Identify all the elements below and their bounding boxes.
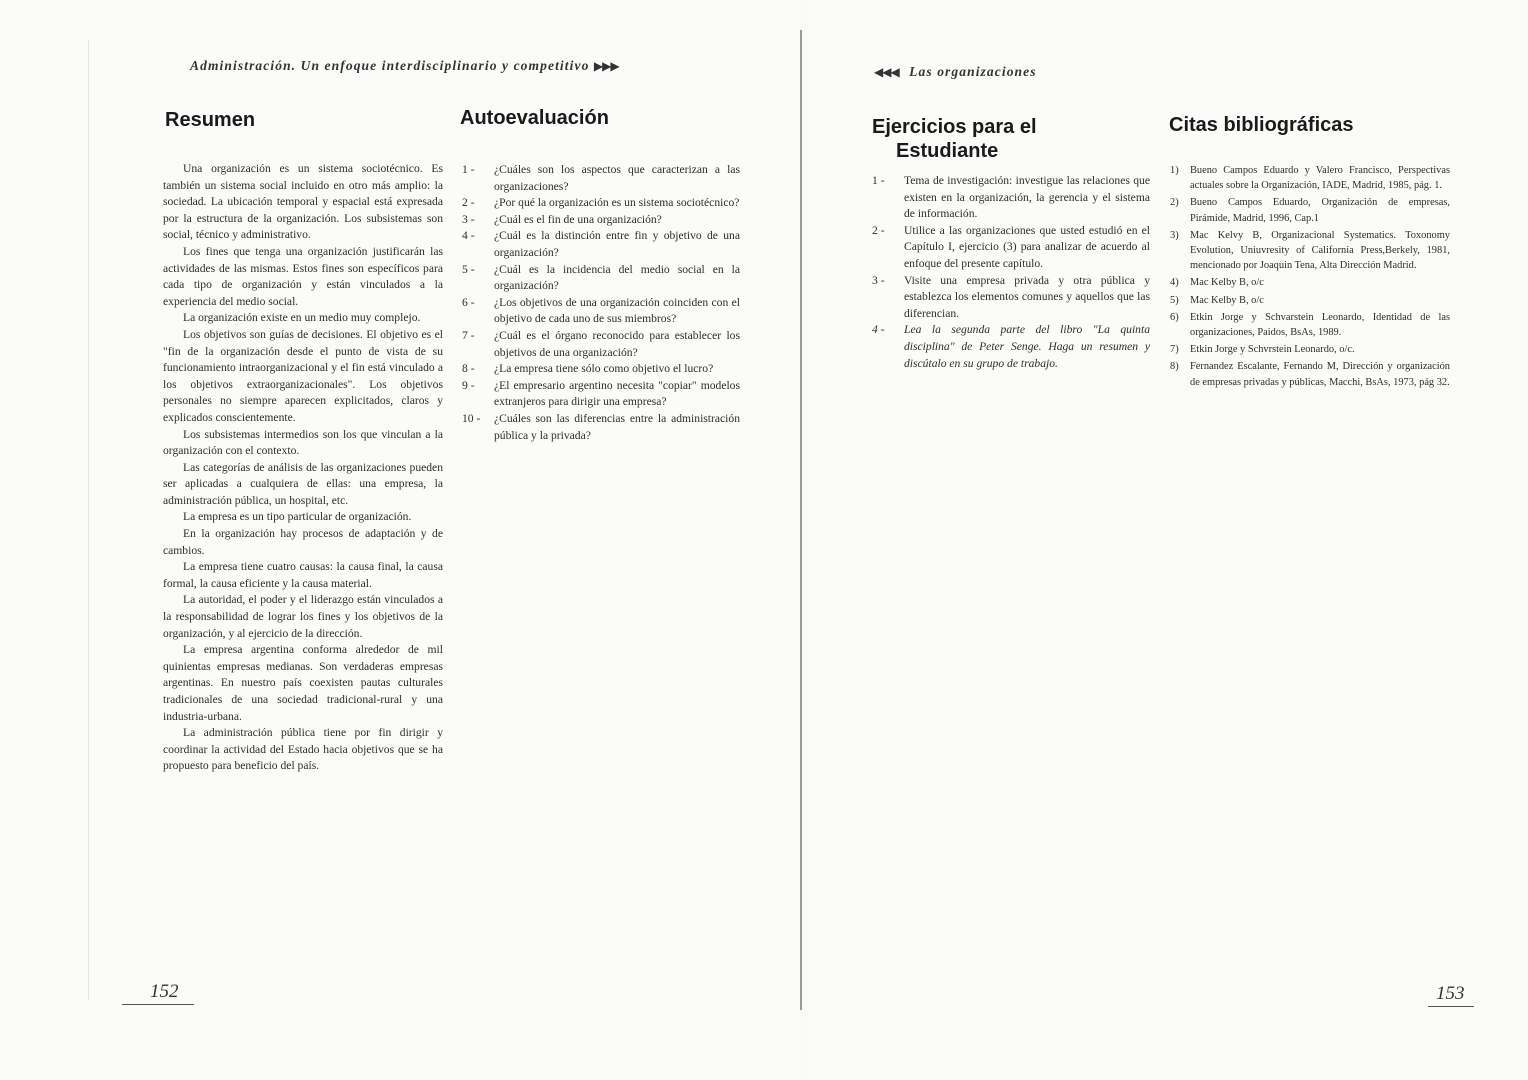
resumen-paragraph: Una organización es un sistema sociotécnico. Es también un sistema social incluido en otro más amplio: la sociedad. La ubicación temporal y espacial está expresada por la estructura de la organización. Los subsistemas son social, técnico y administrativo.	[163, 162, 443, 242]
exercise-item	[872, 223, 1150, 273]
exercise-item-text: Utilice a las organizaciones que usted estudió en el Capítulo I, ejercicio (3) para analizar de acuerdo al enfoque del presente capítulo.	[904, 223, 1150, 270]
citation-item-number: 3)	[1170, 229, 1179, 241]
resumen-paragraph: Los objetivos son guías de decisiones. El objetivo es el "fin de la organización desde el punto de vista de su funcionamiento intraorganizacional y el fin está vinculado a los objetivos extraorganizacionales". Los objetivos personales no siempre aparecen explicitados, claros y explicados conscientemente.	[163, 327, 443, 424]
citation-item-text: Bueno Campos Eduardo, Organización de empresas, Pirámide, Madrid, 1996, Cap.1	[1190, 197, 1450, 224]
right-running-head-text: Las organizaciones	[909, 64, 1037, 79]
question-item-number: 3 -	[462, 212, 475, 226]
exercise-item	[872, 273, 1150, 323]
question-item-text: ¿La empresa tiene sólo como objetivo el lucro?	[494, 362, 714, 376]
question-item-text: ¿Cuál es el órgano reconocido para establecer los objetivos de una organización?	[494, 328, 740, 359]
exercise-item-number: 3 -	[872, 273, 885, 287]
question-item-number: 10 -	[462, 411, 481, 425]
question-item-text: ¿El empresario argentino necesita "copiar" modelos extranjeros para dirigir una empresa?	[494, 378, 740, 409]
resumen-paragraph: Las categorías de análisis de las organizaciones pueden ser aplicadas a cualquiera de ellas: una empresa, la administración pública, un hospital, etc.	[163, 460, 443, 507]
autoevaluacion-title: Autoevaluación	[460, 107, 609, 129]
citation-item-text: Mac Kelvy B, Organizacional Systematics. Toxonomy Evolution, Uniuvresity of California Press,Berkely, 1981, mencionado por Joaquin Tena, Alta Dirección Madrid.	[1190, 229, 1450, 272]
question-item	[462, 361, 740, 378]
resumen-paragraph: La autoridad, el poder y el liderazgo están vinculados a la responsabilidad de lograr los fines y los objetivos de la organización, y al ejercicio de la dirección.	[163, 593, 443, 640]
citation-item	[1170, 310, 1450, 340]
resumen-paragraph: La empresa es un tipo particular de organización.	[183, 510, 412, 524]
right-running-head	[874, 64, 1037, 80]
citation-item-number: 8)	[1170, 361, 1179, 373]
right-arrows-icon: ▶▶▶	[593, 59, 619, 73]
question-item	[462, 328, 740, 361]
ejercicios-title-line1: Ejercicios para el	[872, 116, 1037, 138]
citation-item-text: Fernandez Escalante, Fernando M, Dirección y organización de empresas privadas y públicas, Macchi, BsAs, 1973, pág 32.	[1190, 361, 1450, 388]
citation-item-number: 7)	[1170, 344, 1179, 356]
citation-item-number: 6)	[1170, 311, 1179, 323]
exercise-item-number: 2 -	[872, 223, 885, 237]
citas-list	[1170, 163, 1450, 392]
exercise-item-number: 4 -	[872, 323, 885, 337]
exercise-item-number: 1 -	[872, 174, 885, 187]
citation-item-number: 2)	[1170, 197, 1179, 209]
question-item-text: ¿Cuál es la incidencia del medio social en la organización?	[494, 262, 740, 293]
citation-item	[1170, 228, 1450, 274]
citation-item-number: 1)	[1170, 165, 1179, 176]
citation-item-text: Mac Kelby B, o/c	[1190, 294, 1264, 306]
resumen-paragraph: En la organización hay procesos de adaptación y de cambios.	[163, 527, 443, 557]
book-spine	[800, 30, 802, 1010]
exercise-item	[872, 322, 1150, 372]
left-arrows-icon: ◀◀◀	[874, 65, 899, 79]
ejercicios-title	[872, 115, 1037, 163]
citation-item-text: Bueno Campos Eduardo y Valero Francisco, Perspectivas actuales sobre la Organización, IADE, Madrid, 1985, pág. 1.	[1190, 165, 1450, 192]
citation-item-number: 4)	[1170, 277, 1179, 289]
resumen-paragraph: La administración pública tiene por fin dirigir y coordinar la actividad del Estado hacia objetivos que se ha propuesto para beneficio del país.	[163, 726, 443, 773]
page-number-left-rule	[122, 1004, 194, 1005]
question-item	[462, 295, 740, 328]
question-item-number: 8 -	[462, 362, 475, 376]
question-item-number: 7 -	[462, 328, 475, 342]
citas-title: Citas bibliográficas	[1169, 114, 1354, 136]
question-item-text: ¿Cuál es la distinción entre fin y objetivo de una organización?	[494, 229, 740, 259]
page-number-right: 153	[1436, 983, 1465, 1004]
question-item	[462, 228, 740, 261]
citation-item	[1170, 275, 1450, 290]
citation-item-text: Etkin Jorge y Schvarstein Leonardo, Identidad de las organizaciones, Paidos, BsAs, 1989.	[1190, 311, 1450, 339]
citation-item-number: 5)	[1170, 294, 1179, 306]
citation-item	[1170, 163, 1450, 193]
page-edge-mark	[88, 40, 89, 1000]
resumen-body	[163, 161, 443, 775]
citation-item	[1170, 195, 1450, 225]
exercise-item-text: Visite una empresa privada y otra pública y establezca los elementos comunes y aquellos que las diferencian.	[904, 273, 1150, 320]
question-item-text: ¿Cuáles son los aspectos que caracterizan a las organizaciones?	[494, 163, 740, 193]
question-item-text: ¿Los objetivos de una organización coinciden con el objetivo de cada uno de sus miembros?	[494, 295, 740, 326]
question-item-number: 4 -	[462, 229, 475, 243]
page-number-left: 152	[150, 981, 179, 1002]
question-item	[462, 195, 740, 212]
page-number-right-rule	[1428, 1006, 1474, 1007]
citation-item	[1170, 293, 1450, 308]
question-item-number: 9 -	[462, 378, 475, 392]
ejercicios-title-line2: Estudiante	[896, 140, 999, 162]
exercise-item-text: Tema de investigación: investigue las relaciones que existen en la organización, la gerencia y el sistema de información.	[904, 174, 1150, 221]
exercise-item-text: Lea la segunda parte del libro "La quinta disciplina" de Peter Senge. Haga un resumen y discútalo en su grupo de trabajo.	[904, 323, 1150, 370]
citation-item-text: Etkin Jorge y Schvrstein Leonardo, o/c.	[1190, 344, 1355, 356]
autoevaluacion-list	[462, 162, 740, 444]
question-item-text: ¿Cuál es el fin de una organización?	[494, 212, 662, 226]
question-item-text: ¿Cuáles son las diferencias entre la administración pública y la privada?	[494, 411, 740, 442]
question-item	[462, 262, 740, 295]
question-item-number: 6 -	[462, 295, 475, 309]
question-item	[462, 212, 740, 229]
resumen-title: Resumen	[165, 109, 256, 131]
ejercicios-list	[872, 173, 1150, 372]
question-item	[462, 411, 740, 444]
resumen-paragraph: La empresa tiene cuatro causas: la causa final, la causa formal, la causa eficiente y la causa material.	[163, 560, 443, 590]
exercise-item	[872, 173, 1150, 223]
question-item-number: 1 -	[462, 163, 475, 176]
question-item-number: 2 -	[462, 196, 475, 210]
question-item	[462, 162, 740, 195]
question-item-text: ¿Por qué la organización es un sistema sociotécnico?	[494, 196, 740, 210]
left-running-head-text: Administración. Un enfoque interdisciplinario y competitivo	[190, 58, 590, 73]
question-item	[462, 378, 740, 411]
question-item-number: 5 -	[462, 262, 475, 276]
resumen-paragraph: Los fines que tenga una organización justificarán las actividades de las mismas. Estos fines son específicos para cada tipo de organización y están vinculados a la experiencia del medio social.	[163, 244, 443, 308]
citation-item	[1170, 359, 1450, 389]
citation-item-text: Mac Kelby B, o/c	[1190, 277, 1264, 289]
resumen-paragraph: La organización existe en un medio muy complejo.	[183, 311, 421, 325]
resumen-paragraph: Los subsistemas intermedios son los que vinculan a la organización con el contexto.	[163, 427, 443, 458]
left-running-head	[190, 58, 619, 74]
resumen-paragraph: La empresa argentina conforma alrededor de mil quinientas empresas medianas. Son verdaderas empresas argentinas. En nuestro país coexisten pautas culturales tradicionales de una sociedad tradicional-rural y una industria-urbana.	[163, 643, 443, 723]
citation-item	[1170, 342, 1450, 357]
